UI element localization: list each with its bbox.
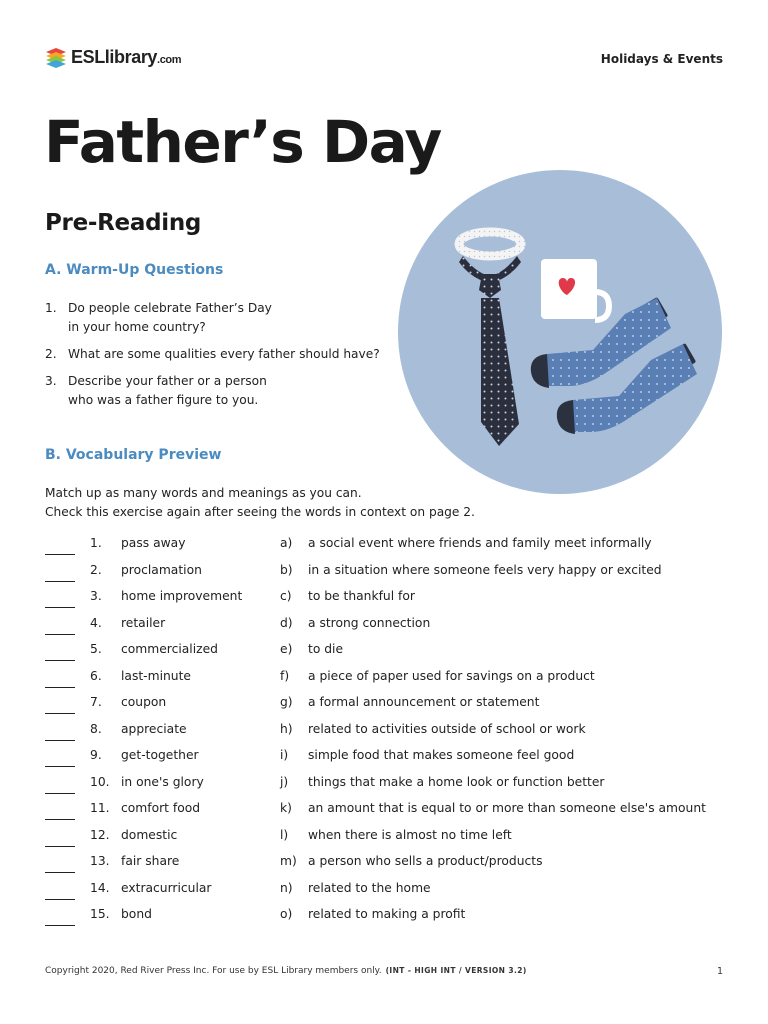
level-version: (INT - HIGH INT / VERSION 3.2) xyxy=(385,966,527,975)
definition-text: a social event where friends and family meet informally xyxy=(308,536,652,550)
vocab-number: 12. xyxy=(90,827,110,842)
vocab-row xyxy=(45,905,735,932)
answer-blank[interactable] xyxy=(45,782,75,794)
definition-letter: a) xyxy=(280,536,293,550)
vocab-row xyxy=(45,534,735,561)
answer-blank[interactable] xyxy=(45,755,75,767)
vocab-word: last-minute xyxy=(121,668,191,683)
esl-library-logo[interactable] xyxy=(45,46,181,68)
vocab-row xyxy=(45,720,735,747)
definition-letter: n) xyxy=(280,880,293,895)
vocab-row xyxy=(45,773,735,800)
vocab-row xyxy=(45,852,735,879)
answer-blank[interactable] xyxy=(45,914,75,926)
vocab-number: 14. xyxy=(90,880,110,895)
definition-text: in a situation where someone feels very happy or excited xyxy=(308,562,662,577)
answer-blank[interactable] xyxy=(45,543,75,555)
definition-text: a piece of paper used for savings on a product xyxy=(308,668,595,683)
definition-letter: f) xyxy=(280,668,290,683)
vocab-row xyxy=(45,587,735,614)
section-title: Pre-Reading xyxy=(45,210,202,236)
vocab-number: 15. xyxy=(90,907,110,921)
vocab-heading: B. Vocabulary Preview xyxy=(45,447,222,463)
vocab-word: coupon xyxy=(121,695,167,709)
definition-letter: m) xyxy=(280,854,297,868)
vocab-word: home improvement xyxy=(121,589,243,603)
background-circle xyxy=(398,170,722,494)
instruction-line: Match up as many words and meanings as you can. xyxy=(45,486,362,500)
vocab-number: 2. xyxy=(90,562,102,577)
definition-text: to die xyxy=(308,642,344,656)
question-number: 1. xyxy=(45,301,57,315)
answer-blank[interactable] xyxy=(45,861,75,873)
logo-book-icon xyxy=(45,46,67,68)
vocab-word: commercialized xyxy=(121,642,218,656)
vocab-number: 9. xyxy=(90,748,102,762)
definition-text: to be thankful for xyxy=(308,589,415,603)
vocab-number: 11. xyxy=(90,801,110,815)
definition-letter: b) xyxy=(280,562,293,577)
vocab-number: 13. xyxy=(90,854,110,868)
question-text: What are some qualities every father should have? xyxy=(68,347,380,361)
page-title: Father’s Day xyxy=(44,108,441,176)
vocab-word: domestic xyxy=(121,827,178,842)
definition-text: a strong connection xyxy=(308,615,431,630)
vocab-row xyxy=(45,667,735,694)
vocab-word: fair share xyxy=(121,854,180,868)
vocab-row xyxy=(45,693,735,720)
warmup-questions xyxy=(45,299,395,418)
answer-blank[interactable] xyxy=(45,570,75,582)
answer-blank[interactable] xyxy=(45,676,75,688)
vocab-word: pass away xyxy=(121,536,186,550)
vocab-row xyxy=(45,614,735,641)
answer-blank[interactable] xyxy=(45,623,75,635)
answer-blank[interactable] xyxy=(45,888,75,900)
definition-letter: c) xyxy=(280,589,292,603)
vocab-number: 4. xyxy=(90,615,102,630)
vocab-number: 5. xyxy=(90,642,102,656)
vocab-matching-list xyxy=(45,534,735,932)
vocab-number: 3. xyxy=(90,589,102,603)
definition-text: related to activities outside of school or work xyxy=(308,721,586,736)
definition-letter: h) xyxy=(280,721,293,736)
question-item xyxy=(45,372,395,410)
category-label: Holidays & Events xyxy=(600,52,723,66)
question-item xyxy=(45,345,395,364)
vocab-number: 7. xyxy=(90,695,102,709)
definition-text: a person who sells a product/products xyxy=(308,854,543,868)
definition-letter: j) xyxy=(280,774,289,789)
answer-blank[interactable] xyxy=(45,729,75,741)
definition-text: a formal announcement or statement xyxy=(308,695,540,709)
vocab-instructions xyxy=(45,484,475,522)
vocab-word: extracurricular xyxy=(121,880,212,895)
question-number: 2. xyxy=(45,347,57,361)
definition-letter: l) xyxy=(280,827,289,842)
vocab-row xyxy=(45,879,735,906)
answer-blank[interactable] xyxy=(45,702,75,714)
vocab-word: get-together xyxy=(121,748,199,762)
vocab-word: comfort food xyxy=(121,801,201,815)
page-number: 1 xyxy=(716,966,723,977)
vocab-word: bond xyxy=(121,907,152,921)
definition-text: simple food that makes someone feel good xyxy=(308,748,575,762)
vocab-number: 10. xyxy=(90,774,110,789)
vocab-row xyxy=(45,640,735,667)
instruction-line: Check this exercise again after seeing the words in context on page 2. xyxy=(45,505,475,519)
logo-text: ESLlibrary.com xyxy=(71,46,182,67)
answer-blank[interactable] xyxy=(45,808,75,820)
definition-text: an amount that is equal to or more than someone else's amount xyxy=(308,801,706,815)
definition-letter: k) xyxy=(280,801,292,815)
vocab-number: 6. xyxy=(90,668,102,683)
answer-blank[interactable] xyxy=(45,649,75,661)
vocab-number: 8. xyxy=(90,721,102,736)
question-text: Describe your father or a person who was a father figure to you. xyxy=(68,374,267,407)
vocab-word: proclamation xyxy=(121,562,202,577)
question-number: 3. xyxy=(45,374,57,388)
vocab-number: 1. xyxy=(90,536,102,550)
fathers-day-illustration xyxy=(397,164,723,500)
vocab-row xyxy=(45,561,735,588)
answer-blank[interactable] xyxy=(45,835,75,847)
question-text: Do people celebrate Father’s Day in your home country? xyxy=(68,301,272,334)
vocab-word: retailer xyxy=(121,615,166,630)
definition-text: when there is almost no time left xyxy=(308,827,512,842)
vocab-word: in one's glory xyxy=(121,774,204,789)
question-item xyxy=(45,299,395,337)
copyright-text: Copyright 2020, Red River Press Inc. For use by ESL Library members only. xyxy=(45,966,382,976)
vocab-word: appreciate xyxy=(121,721,187,736)
vocab-row xyxy=(45,799,735,826)
definition-letter: d) xyxy=(280,615,293,630)
definition-letter: e) xyxy=(280,642,293,656)
definition-text: things that make a home look or function better xyxy=(308,774,605,789)
definition-letter: o) xyxy=(280,907,293,921)
definition-text: related to the home xyxy=(308,880,431,895)
copyright-footer xyxy=(45,966,527,976)
definition-letter: g) xyxy=(280,695,293,709)
vocab-row xyxy=(45,826,735,853)
definition-letter: i) xyxy=(280,748,289,762)
answer-blank[interactable] xyxy=(45,596,75,608)
vocab-row xyxy=(45,746,735,773)
warmup-heading: A. Warm-Up Questions xyxy=(45,262,224,278)
definition-text: related to making a profit xyxy=(308,907,466,921)
